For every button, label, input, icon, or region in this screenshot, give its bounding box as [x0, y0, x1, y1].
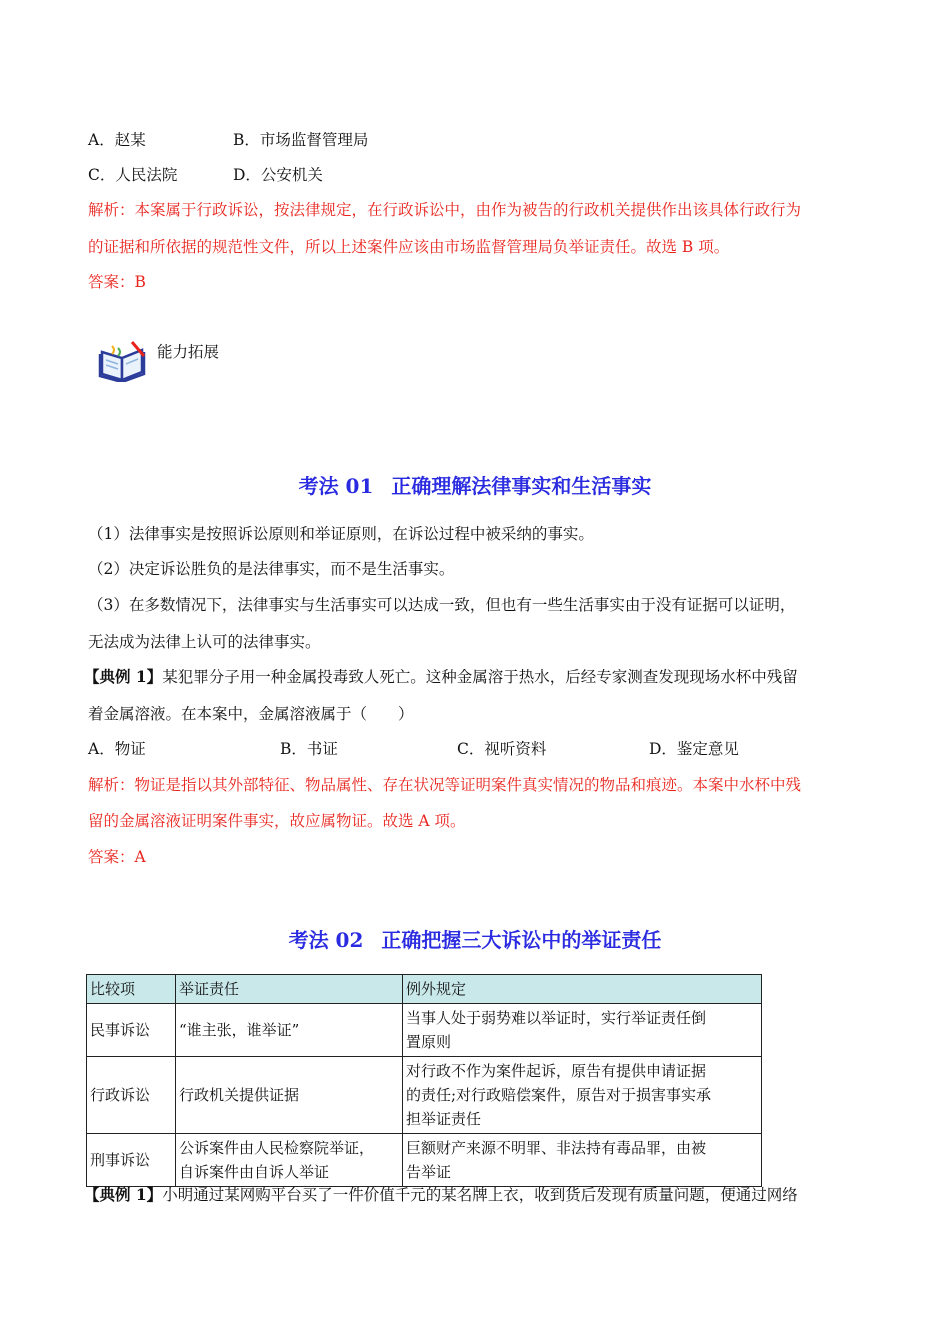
table-cell — [176, 1004, 403, 1057]
table-header: 比较项 — [87, 975, 176, 1004]
point-1: （1）法律事实是按照诉讼原则和举证原则，在诉讼过程中被采纳的事实。 — [88, 525, 594, 543]
comparison-table — [86, 974, 762, 1187]
cell-line: 置原则 — [406, 1033, 452, 1051]
analysis-line: 留的金属溶液证明案件事实，故应属物证。故选 A 项。 — [88, 812, 466, 830]
cell-line: 告举证 — [406, 1163, 452, 1181]
table-row — [87, 1004, 762, 1057]
example-line: 着金属溶液。在本案中，金属溶液属于（ ） — [88, 705, 414, 723]
section-label: 能力拓展 — [157, 343, 220, 361]
table-cell — [176, 1057, 403, 1134]
method1-heading — [0, 470, 950, 499]
cell-line: 当事人处于弱势难以举证时，实行举证责任倒 — [406, 1009, 707, 1027]
example-tag: 【典例 1】 — [84, 1185, 163, 1204]
table-cell — [403, 1004, 762, 1057]
point-3-cont: 无法成为法律上认可的法律事实。 — [88, 633, 321, 651]
cell-line: 公诉案件由人民检察院举证， — [179, 1139, 375, 1157]
example-text: 某犯罪分子用一种金属投毒致人死亡。这种金属溶于热水，后经专家测查发现现场水杯中残留 — [162, 668, 798, 686]
method2-title: 正确把握三大诉讼中的举证责任 — [381, 928, 662, 952]
example-2 — [84, 1183, 798, 1205]
table-cell: 刑事诉讼 — [87, 1134, 176, 1187]
book-pencil-icon — [98, 338, 150, 382]
method2-number: 考法 02 — [288, 928, 364, 952]
option-c: C．视听资料 — [457, 740, 547, 758]
answer: 答案：B — [88, 273, 146, 291]
method1-title: 正确理解法律事实和生活事实 — [391, 474, 652, 498]
table-cell — [176, 1134, 403, 1187]
example-1 — [84, 665, 798, 687]
table-row — [87, 1057, 762, 1134]
table-cell — [403, 1134, 762, 1187]
option-b: B．市场监督管理局 — [233, 131, 369, 149]
cell-line: 行政机关提供证据 — [179, 1086, 300, 1104]
cell-line: “谁主张，谁举证” — [179, 1021, 300, 1039]
example-text: 小明通过某网购平台买了一件价值千元的某名牌上衣，收到货后发现有质量问题，便通过网络 — [162, 1186, 798, 1204]
example-tag: 【典例 1】 — [84, 667, 163, 686]
table-row — [87, 1134, 762, 1187]
option-b: B．书证 — [280, 740, 338, 758]
method2-heading — [0, 924, 950, 953]
point-2: （2）决定诉讼胜负的是法律事实，而不是生活事实。 — [88, 560, 455, 578]
option-d: D．鉴定意见 — [649, 740, 739, 758]
table-header-row — [87, 975, 762, 1004]
option-a: A．物证 — [88, 740, 146, 758]
analysis-line: 解析：本案属于行政诉讼，按法律规定，在行政诉讼中，由作为被告的行政机关提供作出该具体行政行为 — [88, 201, 802, 219]
table-cell: 民事诉讼 — [87, 1004, 176, 1057]
cell-line: 巨额财产来源不明罪、非法持有毒品罪，由被 — [406, 1139, 707, 1157]
answer: 答案：A — [88, 848, 146, 866]
analysis-line: 的证据和所依据的规范性文件，所以上述案件应该由市场监督管理局负举证责任。故选 B 项。 — [88, 238, 730, 256]
cell-line: 对行政不作为案件起诉，原告有提供申请证据 — [406, 1062, 707, 1080]
table-header: 举证责任 — [176, 975, 403, 1004]
option-d: D．公安机关 — [233, 166, 323, 184]
table-header: 例外规定 — [403, 975, 762, 1004]
point-3: （3）在多数情况下，法律事实与生活事实可以达成一致，但也有一些生活事实由于没有证据可以证明， — [88, 596, 796, 614]
cell-line: 担举证责任 — [406, 1110, 482, 1128]
table-cell — [403, 1057, 762, 1134]
table-cell: 行政诉讼 — [87, 1057, 176, 1134]
analysis-line: 解析：物证是指以其外部特征、物品属性、存在状况等证明案件真实情况的物品和痕迹。本案中水杯中残 — [88, 776, 802, 794]
method1-number: 考法 01 — [298, 474, 374, 498]
option-c: C．人民法院 — [88, 166, 178, 184]
cell-line: 自诉案件由自诉人举证 — [179, 1163, 330, 1181]
option-a: A．赵某 — [88, 131, 146, 149]
cell-line: 的责任;对行政赔偿案件，原告对于损害事实承 — [406, 1086, 712, 1104]
